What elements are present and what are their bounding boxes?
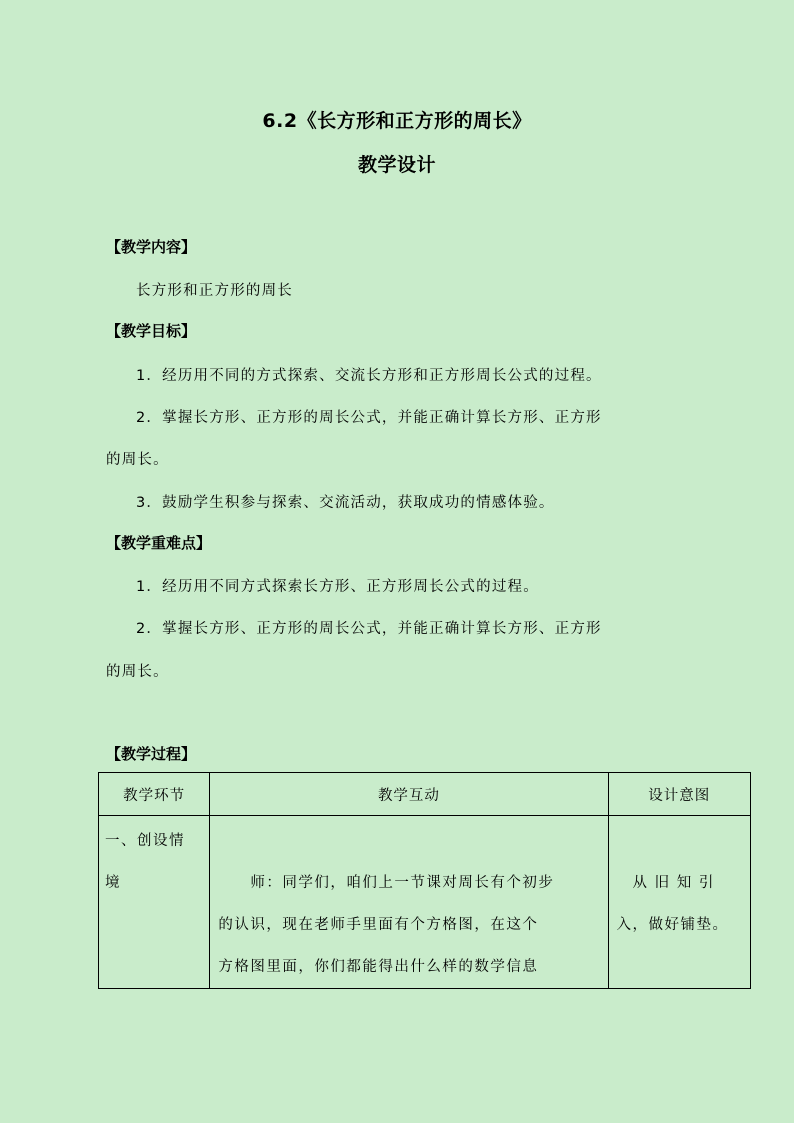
keypoint-item-2-line-1: 2．掌握长方形、正方形的周长公式，并能正确计算长方形、正方形 bbox=[136, 621, 602, 637]
table-row bbox=[99, 816, 751, 989]
document-subtitle: 教学设计 bbox=[357, 154, 436, 176]
intent-line-2: 入，做好铺垫。 bbox=[616, 917, 729, 933]
section-heading-keypoints: 【教学重难点】 bbox=[106, 534, 212, 552]
section-heading-process: 【教学过程】 bbox=[106, 745, 197, 763]
interaction-line-3: 方格图里面，你们都能得出什么样的数学信息 bbox=[218, 959, 539, 975]
teaching-process-table bbox=[98, 772, 751, 989]
section-heading-content: 【教学内容】 bbox=[106, 238, 197, 256]
goal-item-3: 3．鼓励学生积参与探索、交流活动，获取成功的情感体验。 bbox=[136, 495, 555, 511]
interaction-cell bbox=[210, 816, 608, 989]
document-title: 6.2《长方形和正方形的周长》 bbox=[262, 110, 532, 132]
intent-cell bbox=[608, 816, 750, 989]
content-text: 长方形和正方形的周长 bbox=[136, 283, 293, 299]
keypoint-item-1: 1．经历用不同方式探索长方形、正方形周长公式的过程。 bbox=[136, 579, 539, 595]
header-cell-stage: 教学环节 bbox=[99, 773, 210, 816]
stage-cell bbox=[99, 816, 210, 989]
header-cell-interaction: 教学互动 bbox=[210, 773, 608, 816]
goal-item-2-line-1: 2．掌握长方形、正方形的周长公式，并能正确计算长方形、正方形 bbox=[136, 410, 602, 426]
stage-line-2: 境 bbox=[105, 875, 121, 891]
interaction-line-1: 师：同学们，咱们上一节课对周长有个初步 bbox=[218, 875, 555, 891]
interaction-line-2: 的认识，现在老师手里面有个方格图，在这个 bbox=[218, 917, 539, 933]
section-heading-goals: 【教学目标】 bbox=[106, 322, 197, 340]
goal-item-2-line-2: 的周长。 bbox=[106, 452, 169, 468]
intent-line-1: 从 旧 知 引 bbox=[616, 875, 715, 891]
table-header-row bbox=[99, 773, 751, 816]
header-cell-intent: 设计意图 bbox=[608, 773, 750, 816]
stage-line-1: 一、创设情 bbox=[105, 833, 185, 849]
keypoint-item-2-line-2: 的周长。 bbox=[106, 664, 169, 680]
goal-item-1: 1．经历用不同的方式探索、交流长方形和正方形周长公式的过程。 bbox=[136, 368, 602, 384]
